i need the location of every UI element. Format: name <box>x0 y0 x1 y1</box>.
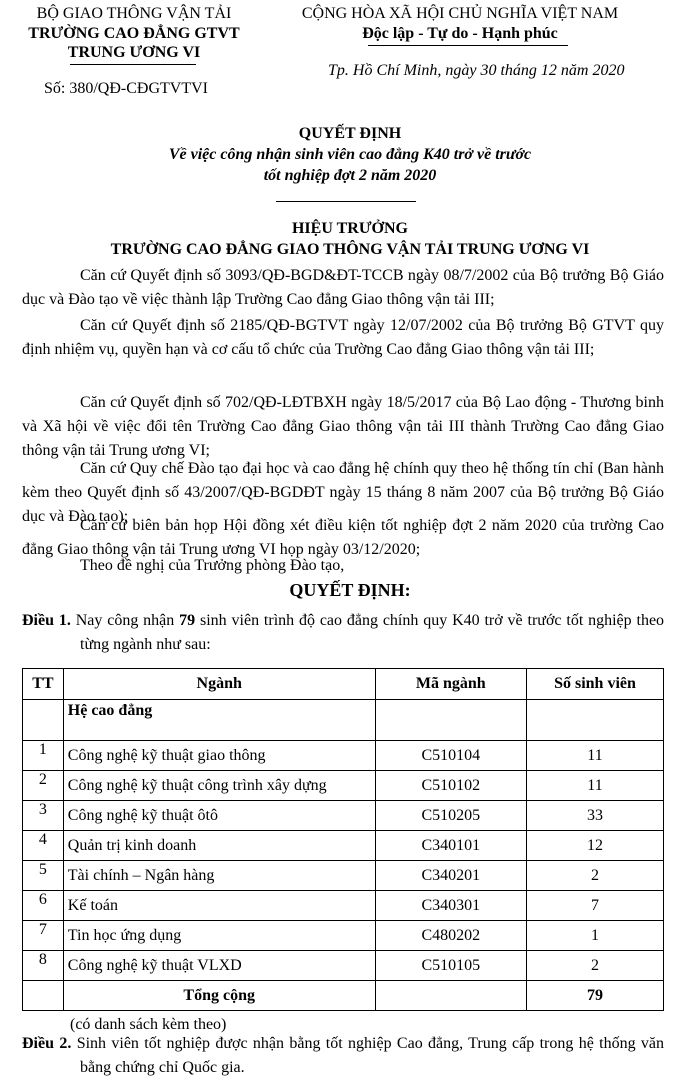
republic-name: CỘNG HÒA XÃ HỘI CHỦ NGHĨA VIỆT NAM <box>301 5 619 22</box>
article-2 <box>22 1032 664 1080</box>
graduates-table <box>22 668 664 1011</box>
article-1-label: Điều 1. <box>22 612 71 629</box>
article-2-label: Điều 2. <box>22 1035 72 1052</box>
preamble-paragraph-5: Căn cứ biên bản họp Hội đồng xét điều kiện tốt nghiệp đợt 2 năm 2020 của trường Cao đẳng Giao thông vận tải Trung ương VI họp ngày 03/12/2020; <box>22 517 664 558</box>
row-ma-nganh: C340101 <box>375 831 526 861</box>
total-value: 79 <box>526 981 663 1011</box>
article-1 <box>22 609 664 657</box>
preamble-paragraph-1: Căn cứ Quyết định số 3093/QĐ-BGD&ĐT-TCCB ngày 08/7/2002 của Bộ trưởng Bộ Giáo dục và Đào tạo về việc thành lập Trường Cao đẳng Giao thông vận tải III; <box>22 267 664 308</box>
decision-title: QUYẾT ĐỊNH <box>298 125 402 142</box>
row-tt: 3 <box>23 801 64 831</box>
header-nganh: Ngành <box>63 669 375 700</box>
table-row <box>23 951 664 981</box>
decision-heading: QUYẾT ĐỊNH: <box>289 580 411 600</box>
preamble-paragraph-4: Căn cứ Quy chế Đào tạo đại học và cao đẳng hệ chính quy theo hệ thống tín chỉ (Ban hành kèm theo Quyết định số 43/2007/QĐ-BGDĐT ngày 15 tháng 8 năm 2007 của Bộ trưởng Bộ Giáo dục và Đào tạo); <box>22 460 664 525</box>
authority-role: HIỆU TRƯỞNG <box>291 220 408 237</box>
decision-subject-line2: tốt nghiệp đợt 2 năm 2020 <box>263 167 437 184</box>
row-so-sinh-vien: 1 <box>526 921 663 951</box>
table-row <box>23 801 664 831</box>
header-right-underline <box>368 45 568 46</box>
document-number: Số: 380/QĐ-CĐGTVTVI <box>44 80 208 97</box>
national-motto: Độc lập - Tự do - Hạnh phúc <box>362 25 558 42</box>
table-row <box>23 771 664 801</box>
article-1-text-after: sinh viên trình độ cao đẳng chính quy K40 trở về trước tốt nghiệp theo từng ngành như sau: <box>80 612 665 653</box>
row-nganh: Công nghệ kỹ thuật giao thông <box>63 741 375 771</box>
row-ma-nganh: C340201 <box>375 861 526 891</box>
group-row <box>23 700 664 741</box>
article-1-text-before: Nay công nhận <box>75 612 175 629</box>
header-ma-nganh: Mã ngành <box>375 669 526 700</box>
row-nganh: Công nghệ kỹ thuật công trình xây dựng <box>63 771 375 801</box>
table-row <box>23 861 664 891</box>
row-ma-nganh: C510102 <box>375 771 526 801</box>
table-header-row <box>23 669 664 700</box>
row-so-sinh-vien: 7 <box>526 891 663 921</box>
row-nganh: Kế toán <box>63 891 375 921</box>
row-tt: 4 <box>23 831 64 861</box>
row-tt: 5 <box>23 861 64 891</box>
row-nganh: Quản trị kinh doanh <box>63 831 375 861</box>
row-nganh: Công nghệ kỹ thuật ôtô <box>63 801 375 831</box>
title-underline <box>276 201 416 202</box>
row-so-sinh-vien: 11 <box>526 741 663 771</box>
row-so-sinh-vien: 33 <box>526 801 663 831</box>
header-left-underline <box>70 64 196 65</box>
table-row <box>23 831 664 861</box>
table-row <box>23 921 664 951</box>
row-so-sinh-vien: 2 <box>526 861 663 891</box>
preamble-paragraph-2: Căn cứ Quyết định số 2185/QĐ-BGTVT ngày 12/07/2002 của Bộ trưởng Bộ GTVT quy định nhiệm vụ, quyền hạn và cơ cấu tổ chức của Trường Cao đẳng Giao thông vận tải III; <box>22 317 664 358</box>
row-ma-nganh: C340301 <box>375 891 526 921</box>
preamble-paragraph-3: Căn cứ Quyết định số 702/QĐ-LĐTBXH ngày 18/5/2017 của Bộ Lao động - Thương binh và Xã hội về việc đổi tên Trường Cao đẳng Giao thông vận tải III thành Trường Cao đẳng Giao thông vận tải Trung ương VI; <box>22 394 664 459</box>
row-so-sinh-vien: 2 <box>526 951 663 981</box>
row-ma-nganh: C510105 <box>375 951 526 981</box>
row-tt: 8 <box>23 951 64 981</box>
row-nganh: Tài chính – Ngân hàng <box>63 861 375 891</box>
table-row <box>23 891 664 921</box>
row-so-sinh-vien: 12 <box>526 831 663 861</box>
row-tt: 2 <box>23 771 64 801</box>
place-and-date: Tp. Hồ Chí Minh, ngày 30 tháng 12 năm 2020 <box>328 62 625 79</box>
row-nganh: Tin học ứng dụng <box>63 921 375 951</box>
school-name-line1: TRƯỜNG CAO ĐẲNG GTVT <box>28 25 240 42</box>
decision-subject-line1: Về việc công nhận sinh viên cao đẳng K40 trở về trước <box>168 146 532 163</box>
row-ma-nganh: C510104 <box>375 741 526 771</box>
authority-institution: TRƯỜNG CAO ĐẲNG GIAO THÔNG VẬN TẢI TRUNG ƯƠNG VI <box>110 241 590 258</box>
group-label: Hệ cao đẳng <box>63 700 375 741</box>
row-so-sinh-vien: 11 <box>526 771 663 801</box>
header-so-sinh-vien: Số sinh viên <box>526 669 663 700</box>
row-nganh: Công nghệ kỹ thuật VLXD <box>63 951 375 981</box>
table-row <box>23 741 664 771</box>
row-tt: 1 <box>23 741 64 771</box>
preamble-paragraph-6: Theo đề nghị của Trưởng phòng Đào tạo, <box>80 557 345 574</box>
row-ma-nganh: C510205 <box>375 801 526 831</box>
row-ma-nganh: C480202 <box>375 921 526 951</box>
total-label: Tổng cộng <box>63 981 375 1011</box>
row-tt: 6 <box>23 891 64 921</box>
ministry-name: BỘ GIAO THÔNG VẬN TẢI <box>36 5 232 22</box>
article-1-count: 79 <box>179 612 196 629</box>
total-row <box>23 981 664 1011</box>
article-2-text: Sinh viên tốt nghiệp được nhận bằng tốt nghiệp Cao đẳng, Trung cấp trong hệ thống văn bằng chứng chỉ Quốc gia. <box>76 1035 665 1076</box>
attachment-note: (có danh sách kèm theo) <box>70 1016 227 1033</box>
school-name-line2: TRUNG ƯƠNG VI <box>67 44 201 61</box>
row-tt: 7 <box>23 921 64 951</box>
header-tt: TT <box>23 669 64 700</box>
